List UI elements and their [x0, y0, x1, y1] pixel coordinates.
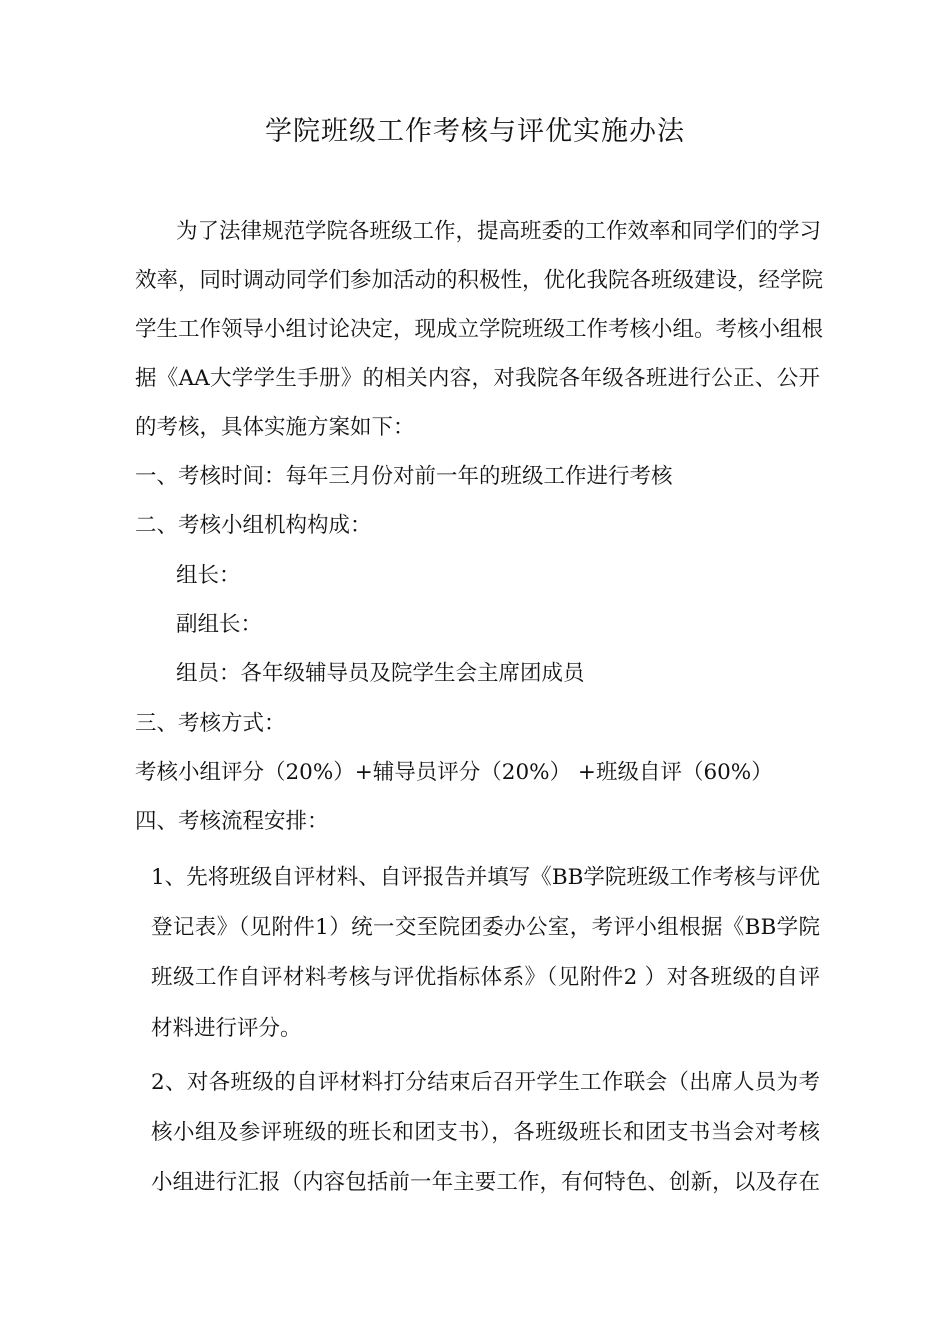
member-staff: 组员：各年级辅导员及院学生会主席团成员: [176, 661, 585, 686]
intro-line-4: 据《AA大学学生手册》的相关内容，对我院各年级各班进行公正、公开: [135, 366, 820, 391]
member-deputy: 副组长：: [176, 612, 263, 637]
intro-line-5: 的考核，具体实施方案如下：: [135, 415, 415, 440]
step-1-line-1: 1、先将班级自评材料、自评报告并填写《BB学院班级工作考核与评优: [151, 865, 820, 890]
step-2-line-2: 核小组及参评班级的班长和团支书），各班级班长和团支书当会对考核: [151, 1120, 820, 1145]
member-leader: 组长：: [176, 563, 241, 588]
intro-line-1: 为了法律规范学院各班级工作，提高班委的工作效率和同学们的学习: [176, 219, 822, 244]
section-2-heading: 二、考核小组机构构成：: [135, 513, 372, 538]
step-2-line-1: 2、对各班级的自评材料打分结束后召开学生工作联会（出席人员为考: [151, 1070, 820, 1095]
section-1-heading: 一、考核时间：每年三月份对前一年的班级工作进行考核: [135, 464, 673, 489]
intro-line-3: 学生工作领导小组讨论决定，现成立学院班级工作考核小组。考核小组根: [135, 317, 824, 342]
step-1-line-2: 登记表》（见附件1）统一交至院团委办公室，考评小组根据《BB学院: [151, 915, 820, 940]
document-title: 学院班级工作考核与评优实施办法: [265, 116, 685, 147]
intro-line-2: 效率，同时调动同学们参加活动的积极性，优化我院各班级建设，经学院: [135, 268, 824, 293]
step-2-line-3: 小组进行汇报（内容包括前一年主要工作，有何特色、创新，以及存在: [151, 1170, 820, 1195]
step-1-line-3: 班级工作自评材料考核与评优指标体系》（见附件2 ）对各班级的自评: [151, 965, 820, 990]
step-1-line-4: 材料进行评分。: [151, 1016, 302, 1041]
section-3-heading: 三、考核方式：: [135, 711, 286, 736]
section-4-heading: 四、考核流程安排：: [135, 809, 329, 834]
assessment-method: 考核小组评分（20%）+辅导员评分（20%） +班级自评（60%）: [135, 760, 773, 785]
